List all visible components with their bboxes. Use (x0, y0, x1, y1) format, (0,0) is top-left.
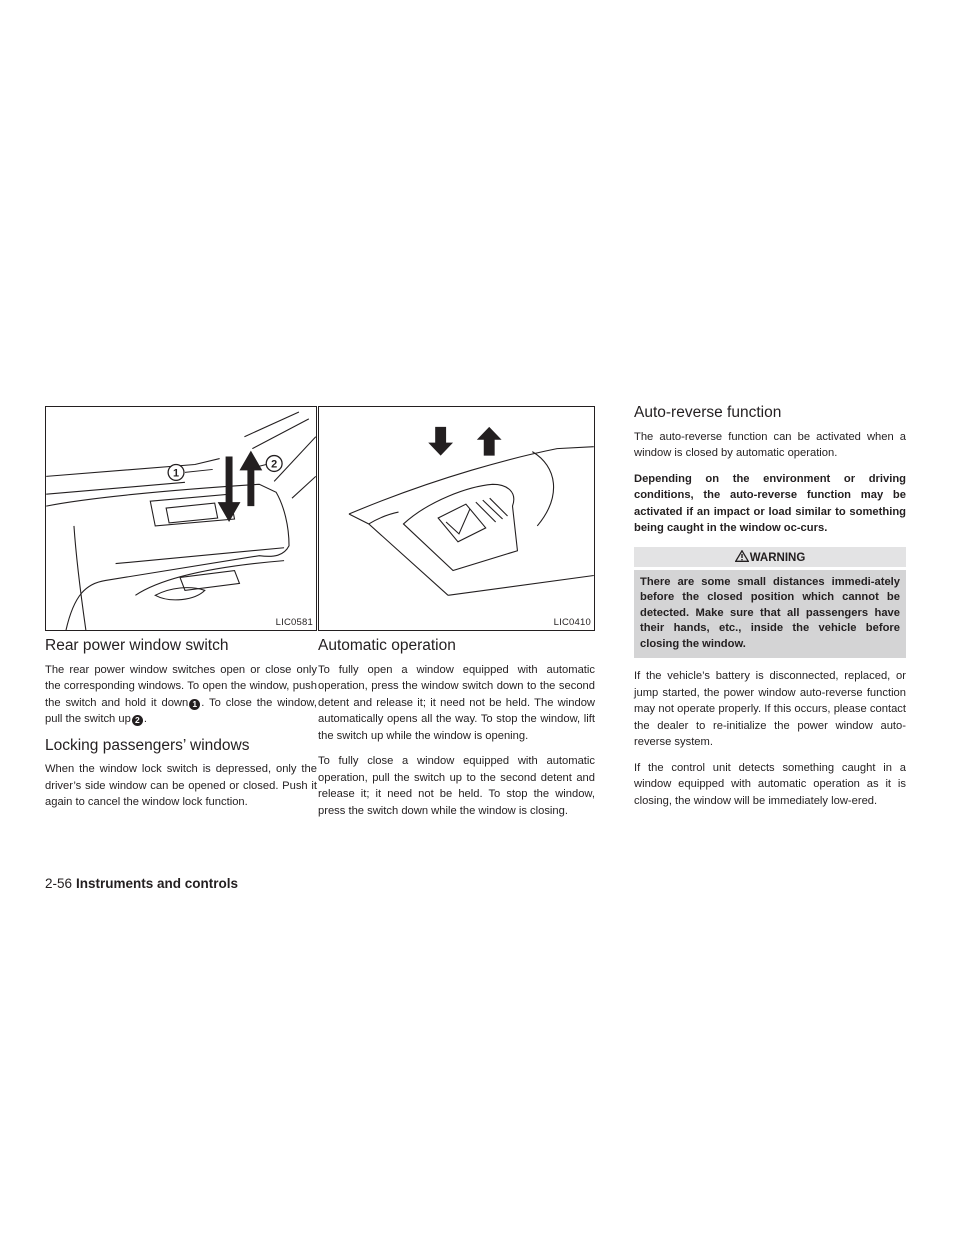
rear-switch-illustration (46, 407, 316, 630)
section-title: Instruments and controls (76, 876, 239, 891)
warning-box (634, 547, 906, 659)
warning-text: There are some small distances immedi-ately before the closed position which cannot be detected. Make sure that all passengers have their hands, etc., inside the vehicle before closing the window. (634, 570, 906, 659)
heading-locking-passengers-windows: Locking passengers’ windows (45, 736, 250, 754)
callout-1: 1 (189, 699, 200, 710)
auto-reverse-intro: The auto-reverse function can be activated when a window is closed by automatic operation. (634, 430, 906, 460)
warning-label: WARNING (749, 551, 806, 564)
figure-code: LIC0410 (553, 617, 591, 628)
locking-paragraph: When the window lock switch is depressed, only the driver’s side window can be opened or closed. Push it again to cancel the window lock function. (45, 763, 317, 809)
rear-switch-figure (45, 406, 317, 631)
column-middle (318, 406, 595, 828)
heading-auto-reverse-function: Auto-reverse function (634, 404, 782, 421)
column-left (45, 406, 317, 820)
callout-2: 2 (132, 715, 143, 726)
automatic-switch-figure (318, 406, 595, 631)
control-unit-paragraph: If the control unit detects something caught in a window equipped with automatic operation as it is closing, the window will be immediately low-ered. (634, 761, 906, 807)
rear-switch-text-b: . To close the window, pull the switch up (45, 696, 317, 726)
page-footer (45, 876, 238, 891)
warning-triangle-icon (735, 550, 749, 562)
automatic-switch-illustration (319, 407, 594, 630)
rear-switch-text-a: The rear power window switches open or close only the corresponding windows. To open the window, push the switch and hold it down (45, 663, 317, 709)
column-right (634, 404, 906, 818)
battery-paragraph: If the vehicle’s battery is disconnected, replaced, or jump started, the power window auto-reverse function may not operate properly. If this occurs, please contact the dealer to re-initialize the power window auto-reverse system. (634, 670, 906, 749)
callout-1-label: 1 (173, 467, 180, 480)
callout-2-label: 2 (271, 458, 278, 471)
auto-reverse-caution: Depending on the environment or driving conditions, the auto-reverse function may be activated if an impact or load similar to something being caught in the window oc-curs. (634, 472, 906, 535)
automatic-open-paragraph: To fully open a window equipped with automatic operation, press the window switch down to the second detent and release it; it need not be held. The window automatically opens all the way. To stop the window, lift the switch up while the window is opening. (318, 663, 595, 742)
page-number: 2-56 (45, 876, 73, 891)
automatic-close-paragraph: To fully close a window equipped with automatic operation, pull the switch up to the second detent and release it; it need not be held. To stop the window, press the switch down while the window is closing. (318, 755, 595, 817)
rear-switch-paragraph (45, 662, 317, 728)
rear-switch-text-c: . (143, 713, 147, 726)
figure-code: LIC0581 (275, 617, 313, 628)
heading-automatic-operation: Automatic operation (318, 637, 456, 654)
heading-rear-power-window-switch: Rear power window switch (45, 637, 229, 654)
warning-header (634, 547, 906, 567)
